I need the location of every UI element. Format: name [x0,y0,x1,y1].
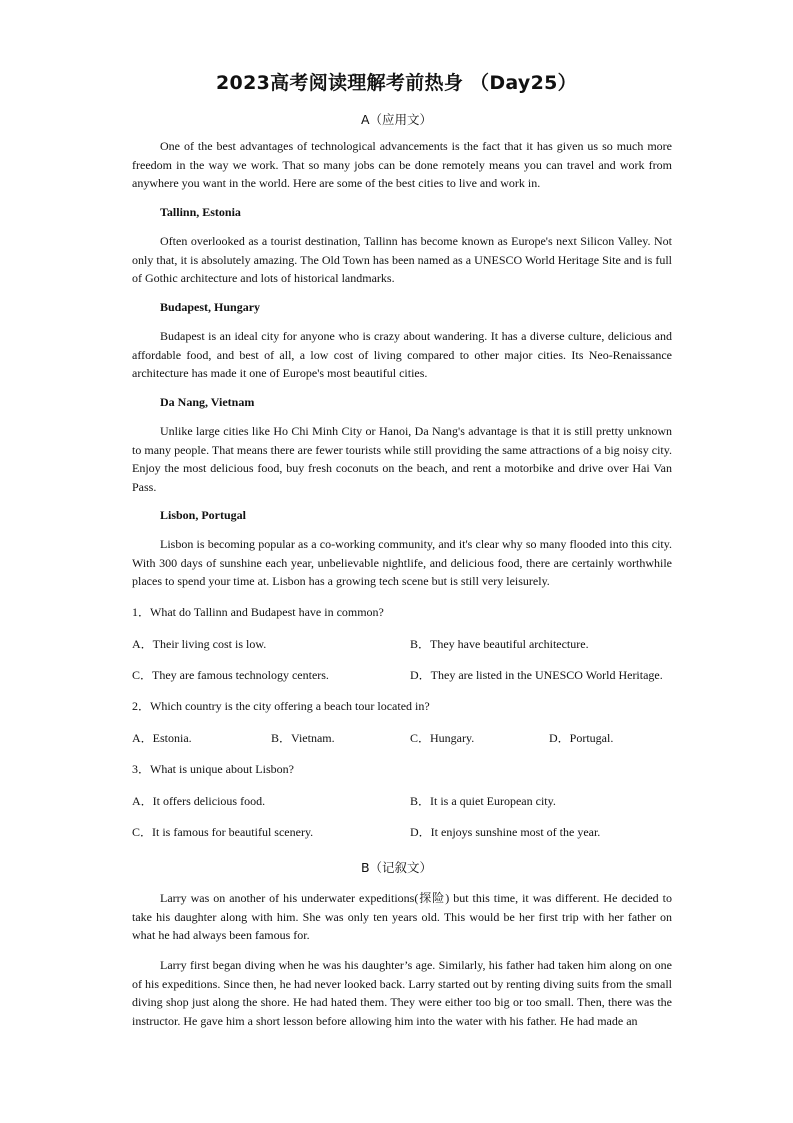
city-heading-lisbon: Lisbon, Portugal [160,508,247,522]
q2-option-a: A．Estonia. [132,731,192,745]
page-title: 2023高考阅读理解考前热身 （Day25） [216,72,577,94]
city-text-tallinn: Often overlooked as a tourist destination, Tallinn has become known as Europe's next Silicon Valley. Not only that, it is absolutely amazing. The Old Town has been named as a UNESCO World Heritage Site and is full of Gothic architecture and lots of historical landmarks. [132,234,672,285]
q3-option-b: B．It is a quiet European city. [410,794,556,808]
q1-option-a: A．Their living cost is low. [132,637,267,651]
q3-option-d: D．It enjoys sunshine most of the year. [410,825,601,839]
q1-option-c: C．They are famous technology centers. [132,668,329,682]
section-a-label: A（应用文） [360,112,433,127]
city-text-lisbon: Lisbon is becoming popular as a co-working community, and it's clear why so many flooded into this city. With 300 days of sunshine each year, unbelievable nightlife, and delicious food, there are certainly worthwhile places to spend your time at. Lisbon has a growing tech scene but is still very leisurely. [132,537,672,588]
story-paragraph-1: Larry was on another of his underwater expeditions(探险) but this time, it was different. He decided to take his daughter along with him. She was only ten years old. This would be her first trip with her father on what he had always been famous for. [132,891,672,942]
q2-option-c: C．Hungary. [410,731,475,745]
city-heading-tallinn: Tallinn, Estonia [160,205,241,219]
q3-option-a: A．It offers delicious food. [132,794,266,808]
q2-option-b: B．Vietnam. [271,731,335,745]
q3-option-c: C．It is famous for beautiful scenery. [132,825,314,839]
city-text-da-nang: Unlike large cities like Ho Chi Minh City or Hanoi, Da Nang's advantage is that it is still pretty unknown to many people. That means there are fewer tourists while still providing the same attractions of a big noisy city. Enjoy the most delicious food, buy fresh coconuts on the beach, and rent a motorbike and drive over Hai Van Pass. [132,424,672,494]
q2-option-d: D．Portugal. [549,731,614,745]
city-text-budapest: Budapest is an ideal city for anyone who is crazy about wandering. It has a diverse culture, delicious and affordable food, and best of all, a low cost of living compared to other major cities. Its Neo-Renaissance architecture has made it one of Europe's most beautiful cities. [132,329,672,380]
q1-option-b: B．They have beautiful architecture. [410,637,589,651]
question-1: 1．What do Tallinn and Budapest have in common? [132,605,384,619]
question-3: 3．What is unique about Lisbon? [132,762,294,776]
intro-paragraph: One of the best advantages of technological advancements is the fact that it has given us so much more freedom in the way we work. That so many jobs can be done remotely means you can travel and work from anywhere you want in the world. Here are some of the best cities to live and work in. [132,139,672,190]
city-heading-budapest: Budapest, Hungary [160,300,261,314]
story-paragraph-2: Larry first began diving when he was his daughter’s age. Similarly, his father had taken him along on one of his expeditions. Since then, he had never looked back. Larry started out by renting diving suits from the small diving shop just along the shore. He had hated them. They were either too big or too small. Then, there was the instructor. He gave him a short lesson before allowing him into the water with his father. He had made an [132,958,672,1028]
section-b-label: B（记叙文） [360,860,433,875]
question-2: 2．Which country is the city offering a beach tour located in? [132,699,430,713]
city-heading-da-nang: Da Nang, Vietnam [160,395,255,409]
q1-option-d: D．They are listed in the UNESCO World Heritage. [410,668,663,682]
